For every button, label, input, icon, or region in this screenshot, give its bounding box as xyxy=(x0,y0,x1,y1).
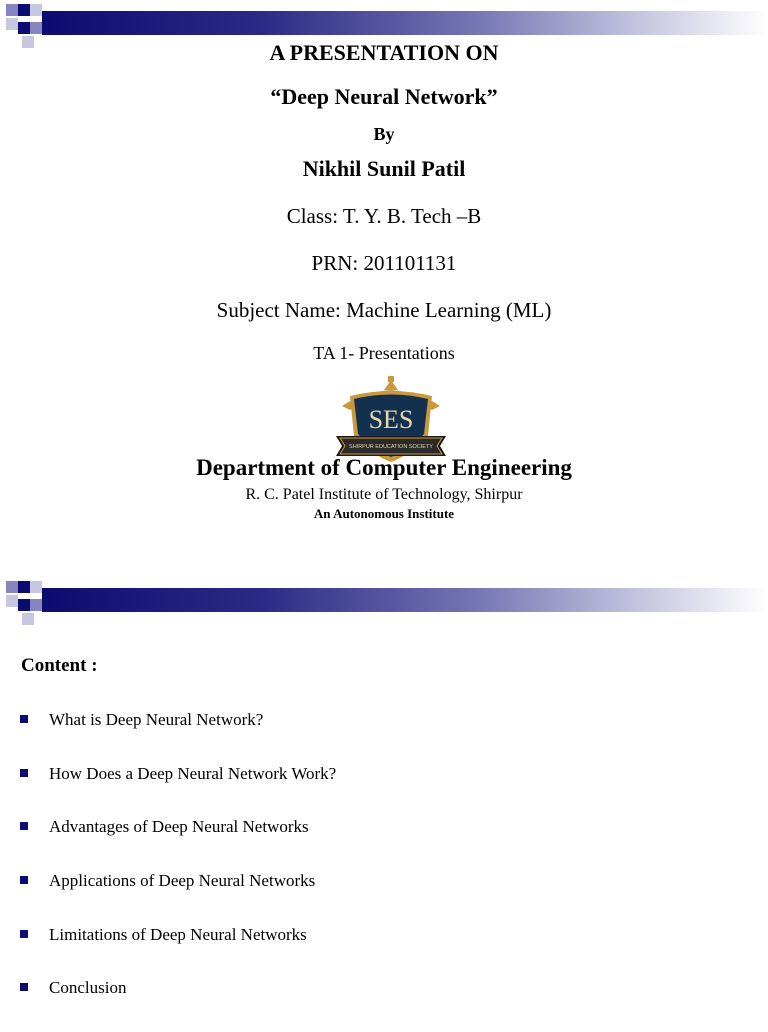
class-line: Class: T. Y. B. Tech –B xyxy=(286,204,482,228)
bullet-square-icon xyxy=(20,983,28,991)
by-label: By xyxy=(373,124,395,144)
list-item xyxy=(20,710,336,764)
list-item-text: What is Deep Neural Network? xyxy=(49,710,264,729)
presentation-topic: “Deep Neural Network” xyxy=(270,84,498,109)
bullet-square-icon xyxy=(20,930,28,938)
list-item-text: Advantages of Deep Neural Networks xyxy=(49,817,309,837)
autonomous-label: An Autonomous Institute xyxy=(313,506,455,521)
content-heading: Content : xyxy=(21,655,98,676)
subject-line: Subject Name: Machine Learning (ML) xyxy=(216,298,552,322)
presentation-heading: A PRESENTATION ON xyxy=(269,40,499,65)
list-item-text: Limitations of Deep Neural Networks xyxy=(49,924,307,944)
bullet-square-icon xyxy=(20,715,28,723)
list-item xyxy=(20,871,336,925)
ses-logo xyxy=(332,376,450,464)
list-item-text: Applications of Deep Neural Networks xyxy=(49,871,316,891)
bullet-square-icon xyxy=(20,876,28,884)
list-item-text: Conclusion xyxy=(49,978,127,998)
author-name: Nikhil Sunil Patil xyxy=(302,156,466,181)
bullet-square-icon xyxy=(20,769,28,777)
ta-line: TA 1- Presentations xyxy=(313,343,455,363)
header-band xyxy=(0,577,768,632)
logo-text: SES xyxy=(368,405,414,434)
logo-ribbon-text: SHIRPUR EDUCATION SOCIETY xyxy=(349,444,433,450)
prn-line: PRN: 201101131 xyxy=(311,251,457,275)
institute-name: R. C. Patel Institute of Technology, Shirpur xyxy=(245,486,523,503)
content-list xyxy=(20,710,336,1032)
list-item-text: How Does a Deep Neural Network Work? xyxy=(49,763,337,783)
list-item xyxy=(20,764,336,818)
bullet-square-icon xyxy=(20,822,28,830)
list-item xyxy=(20,925,336,979)
department-name: Department of Computer Engineering xyxy=(196,455,572,480)
list-item xyxy=(20,817,336,871)
